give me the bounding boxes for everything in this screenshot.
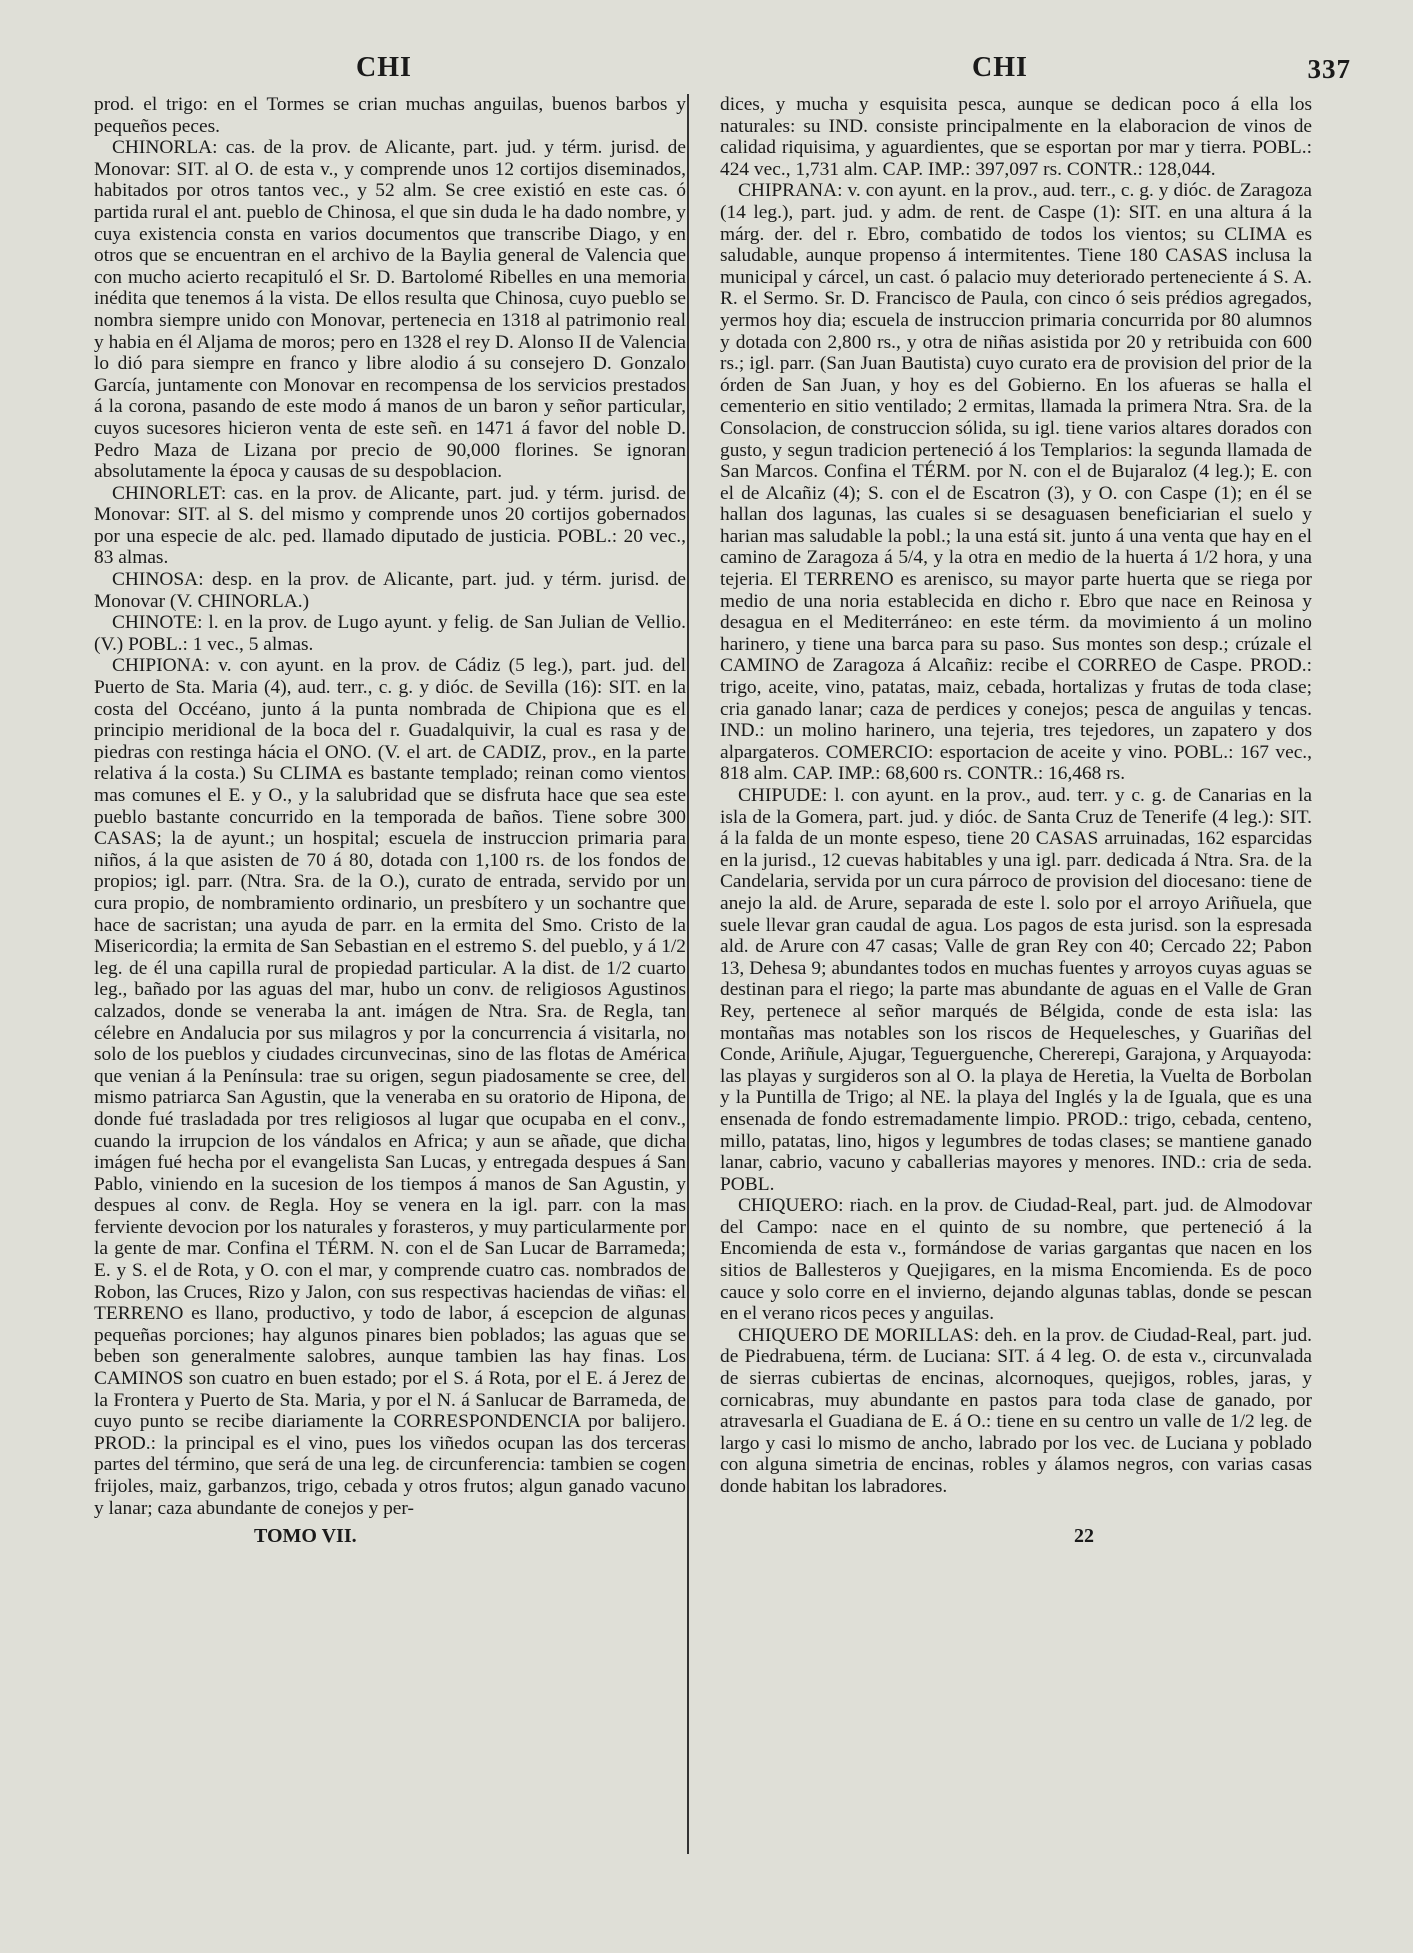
paragraph: dices, y mucha y esquisita pesca, aunque se dedican poco á ella los naturales: su IND. consiste principalmente en la elaboracion de vinos de calidad riquisima, y aguardientes, que se esportan por mar y tierra. POBL.: 424 vec., 1,731 alm. CAP. IMP.: 397,097 rs. CONTR.: 128,044. [720,94,1312,180]
text-columns [94,94,1355,1519]
entry-chiquero-de-morillas: CHIQUERO DE MORILLAS: deh. en la prov. de Ciudad-Real, part. jud. de Piedrabuena, térm. de Luciana: SIT. á 4 leg. O. de esta v., circunvalada de sierras cubiertas de encinas, alcornoques, quejigos, robles, jaras, y cornicabras, muy abundante en pastos para toda clase de ganado, por atravesarla el Guadiana de E. á O.: tiene en su centro un valle de 1/2 leg. de largo y casi lo mismo de ancho, labrado por los vec. de Luciana y poblado con alguna simetria de encinas, robles y álamos negros, con varias casas donde habitan los labradores. [720,1324,1312,1497]
entry-chiprana: CHIPRANA: v. con ayunt. en la prov., aud. terr., c. g. y dióc. de Zaragoza (14 leg.), part. jud. y adm. de rent. de Caspe (1): SIT. en una altura á la márg. der. del r. Ebro, combatido de todos los vientos; su CLIMA es saludable, aunque propenso á intermitentes. Tiene 180 CASAS inclusa la municipal y cárcel, un cast. ó palacio muy deteriorado perteneciente á S. A. R. el Sermo. Sr. D. Francisco de Paula, con cinco ó seis prédios agregados, yermos hoy dia; escuela de instruccion primaria concurrida por 80 alumnos y dotada con 2,800 rs., y otra de niñas asistida por 20 y retribuida con 600 rs.; igl. parr. (San Juan Bautista) cuyo curato era de provision del prior de la órden de San Juan, y hoy es del Gobierno. En los afueras se halla el cementerio en sitio ventilado; 2 ermitas, llamada la primera Ntra. Sra. de la Consolacion, de construccion sólida, su igl. tiene varios altares dorados con gusto, y segun tradicion perteneció á los Templarios: la segunda llamada de San Marcos. Confina el TÉRM. por N. con el de Bujaraloz (4 leg.); E. con el de Alcañiz (4); S. con el de Escatron (3), y O. con Caspe (1); en él se hallan dos lagunas, las cuales si se desaguasen beneficiarian el suelo y harian mas saludable la pobl.; la una está sit. junto á una venta que hay en el camino de Zaragoza á 5/4, y la otra en medio de la huerta á 1/2 hora, y una tejeria. El TERRENO es arenisco, su mayor parte huerta que se riega por medio de una noria establecida en dicho r. Ebro que nace en Reinosa y desagua en el Mediterráneo: en este térm. da movimiento á un molino harinero, y tiene una barca para su paso. Sus montes son desp.; crúzale el CAMINO de Zaragoza á Alcañiz: recibe el CORREO de Caspe. PROD.: trigo, aceite, vino, patatas, maiz, cebada, hortalizas y frutas de toda clase; cria ganado lanar; caza de perdices y conejos; pesca de anguilas y tencas. IND.: un molino harinero, una tejeria, tres tejedores, un zapatero y dos alpargateros. COMERCIO: esportacion de aceite y vino. POBL.: 167 vec., 818 alm. CAP. IMP.: 68,600 rs. CONTR.: 16,468 rs. [720,180,1312,785]
volume-label: TOMO VII. [254,1525,357,1548]
running-head-right: CHI [972,52,1028,83]
entry-chinote: CHINOTE: l. en la prov. de Lugo ayunt. y felig. de San Julian de Vellio. (V.) POBL.: 1 vec., 5 almas. [94,612,686,655]
entry-chinosa: CHINOSA: desp. en la prov. de Alicante, part. jud. y térm. jurisd. de Monovar (V. CHINORLA.) [94,569,686,612]
entry-chipude: CHIPUDE: l. con ayunt. en la prov., aud. terr. y c. g. de Canarias en la isla de la Gomera, part. jud. y dióc. de Santa Cruz de Tenerife (4 leg.): SIT. á la falda de un monte espeso, tiene 20 CASAS arruinadas, 162 esparcidas en la jurisd., 12 cuevas habitables y una igl. parr. dedicada á Ntra. Sra. de la Candelaria, servida por un cura párroco de provision del diocesano: tiene de anejo la ald. de Arure, separada de este l. solo por el arroyo Ariñuela, que suele llevar gran caudal de agua. Los pagos de esta jurisd. son la espresada ald. de Arure con 47 casas; Valle de gran Rey con 40; Cercado 22; Pabon 13, Dehesa 9; abundantes todos en muchas fuentes y arroyos cuyas aguas se destinan para el riego; la parte mas abundante de aguas en el Valle de Gran Rey, pertenece al señor marqués de Bélgida, conde de esta isla: las montañas mas notables son los riscos de Hequelesches, y Guariñas del Conde, Ariñule, Ajugar, Teguerguenche, Chererepi, Garajona, y Arquayoda: las playas y surgideros son al O. la playa de Heretia, la Vuelta de Borbolan y la Puntilla de Trigo; al NE. la playa del Inglés y la de Iguala, que es una ensenada de fondo estremadamente limpio. PROD.: trigo, cebada, centeno, millo, patatas, lino, higos y legumbres de todas clases; se mantiene ganado lanar, cabrio, vacuno y caballerias mayores y menores. IND.: cria de seda. POBL. [720,785,1312,1195]
running-head-left: CHI [356,52,412,83]
signature-mark: 22 [1074,1525,1094,1548]
entry-chiquero: CHIQUERO: riach. en la prov. de Ciudad-Real, part. jud. de Almodovar del Campo: nace en el quinto de su nombre, que perteneció á la Encomienda de esta v., formándose de varias gargantas que nacen en los sitios de Ballesteros y Quejigares, en la misma Encomienda. Es de poco cauce y solo corre en el invierno, dejando algunas tablas, donde se pescan en el verano ricos peces y anguilas. [720,1195,1312,1325]
page-number: 337 [1307,54,1351,84]
page-header [94,52,1355,88]
entry-chipiona: CHIPIONA: v. con ayunt. en la prov. de Cádiz (5 leg.), part. jud. del Puerto de Sta. Maria (4), aud. terr., c. g. y dióc. de Sevilla (16): SIT. en la costa del Occéano, junto á la punta nombrada de Chipiona que es el principio meridional de la boca del r. Guadalquivir, la cual es rasa y de piedras con restinga hácia el ONO. (V. el art. de CADIZ, prov., en la parte relativa á la costa.) Su CLIMA es bastante templado; reinan como vientos mas comunes el E. y O., y la salubridad que se disfruta hace que sea este pueblo bastante concurrido en la temporada de baños. Tiene sobre 300 CASAS; la de ayunt.; un hospital; escuela de instruccion primaria para niños, á la que asisten de 70 á 80, dotada con 1,100 rs. de los fondos de propios; igl. parr. (Ntra. Sra. de la O.), curato de entrada, servido por un cura propio, de nombramiento ordinario, un presbítero y un sochantre que hace de sacristan; una ayuda de parr. en la ermita del Smo. Cristo de la Misericordia; la ermita de San Sebastian en el estremo S. del pueblo, y á 1/2 leg. de él una capilla rural de propiedad particular. A la dist. de 1/2 cuarto leg., bañado por las aguas del mar, hubo un conv. de religiosos Agustinos calzados, donde se veneraba la ant. imágen de Ntra. Sra. de Regla, tan célebre en Andalucia por sus milagros y por la concurrencia á visitarla, no solo de los pueblos y ciudades circunvecinas, sino de las flotas de América que venian á la Península: trae su origen, segun piadosamente se cree, del mismo patriarca San Agustin, que la veneraba en su oratorio de Hipona, de donde fué trasladada por tres religiosos al lugar que ocupaba en el conv., cuando la irrupcion de los vándalos en Africa; y aun se añade, que dicha imágen fué hecha por el evangelista San Lucas, y entregada despues á San Pablo, viniendo en la sucesion de los tiempos á manos de San Agustin, y despues al conv. de Regla. Hoy se venera en la igl. parr. con la mas ferviente devocion por los naturales y forasteros, y muy particularmente por la gente de mar. Confina el TÉRM. N. con el de San Lucar de Barrameda; E. y S. el de Rota, y O. con el mar, y comprende cuatro cas. nombrados de Robon, las Cruces, Rizo y Jalon, con sus respectivas haciendas de viñas: el TERRENO es llano, productivo, y todo de labor, á escepcion de algunas pequeñas porciones; hay algunos pinares bien poblados; las aguas que se beben son generalmente salobres, aunque tambien las hay finas. Los CAMINOS son cuatro en buen estado; por el S. á Rota, por el E. á Jerez de la Frontera y Puerto de Sta. Maria, y por el N. á Sanlucar de Barrameda, de cuyo punto se recibe diariamente la CORRESPONDENCIA por balijero. PROD.: la principal es el vino, pues los viñedos ocupan las dos terceras partes del término, que será de una leg. de circunferencia: tambien se cogen frijoles, maiz, garbanzos, trigo, cebada y otros frutos; algun ganado vacuno y lanar; caza abundante de conejos y per- [94,655,686,1519]
entry-chinorla: CHINORLA: cas. de la prov. de Alicante, part. jud. y térm. jurisd. de Monovar: SIT. al O. de esta v., y comprende unos 12 cortijos diseminados, habitados por otros tantos vec., y 52 alm. Se cree existió en este cas. ó partida rural el ant. pueblo de Chinosa, el que sin duda le ha dado nombre, y cuya existencia consta en varios documentos que transcribe Diago, y en otros que se encuentran en el archivo de la Baylia general de Valencia que con mucho acierto recapituló el Sr. D. Bartolomé Ribelles en una memoria inédita que tenemos á la vista. De ellos resulta que Chinosa, cuyo pueblo se nombra siempre unido con Monovar, pertenecia en 1318 al patrimonio real y habia en él Aljama de moros; pero en 1328 el rey D. Alonso II de Valencia lo dió para siempre en franco y libre alodio á su consejero D. Gonzalo García, juntamente con Monovar en recompensa de los servicios prestados á la corona, pasando de este modo á manos de un baron y señor particular, cuyos sucesores hicieron venta de este señ. en 1471 á favor del noble D. Pedro Maza de Lizana por precio de 90,000 florines. Se ignoran absolutamente la época y causas de su despoblacion. [94,137,686,483]
right-column [720,94,1312,1519]
left-column [94,94,686,1519]
column-rule [687,94,689,1854]
page-footer [94,1525,1355,1555]
paragraph: prod. el trigo: en el Tormes se crian muchas anguilas, buenos barbos y pequeños peces. [94,94,686,137]
entry-chinorlet: CHINORLET: cas. en la prov. de Alicante, part. jud. y térm. jurisd. de Monovar: SIT. al S. del mismo y comprende unos 20 cortijos gobernados por una especie de alc. ped. llamado diputado de justicia. POBL.: 20 vec., 83 almas. [94,482,686,569]
